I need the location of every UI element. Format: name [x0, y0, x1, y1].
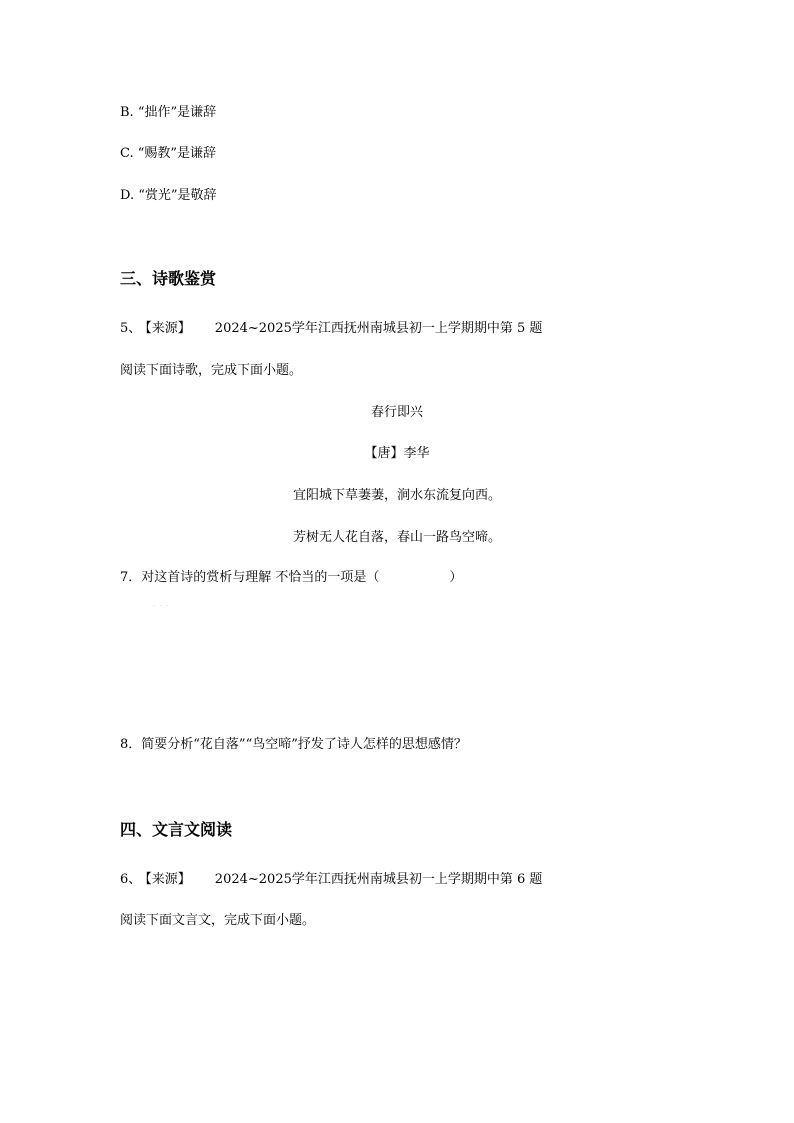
poem-line-1: 宜阳城下草萋萋，涧水东流复向西。 — [292, 488, 501, 503]
option-b: B. “拙作”是谦辞 — [120, 105, 217, 120]
question-8: 8．简要分析“花自落”“鸟空啼”抒发了诗人怎样的思想感情？ — [120, 737, 467, 752]
question-5-instruction: 阅读下面诗歌，完成下面小题。 — [120, 363, 303, 378]
question-7 — [120, 570, 462, 586]
question-7-close: ） — [449, 570, 463, 585]
section-heading-poetry: 三、诗歌鉴赏 — [120, 269, 217, 288]
question-number: 6、 — [120, 872, 142, 887]
source-label: 【来源】 — [145, 872, 191, 887]
source-text: 2024~2025学年江西抚州南城县初一上学期期中第 5 题 — [214, 321, 543, 336]
poem-author: 【唐】李华 — [364, 446, 430, 461]
poem-line-2: 芳树无人花自落，春山一路鸟空啼。 — [292, 530, 501, 545]
question-6-instruction: 阅读下面文言文，完成下面小题。 — [120, 913, 316, 928]
question-7-text: 7．对这首诗的赏析与理解 不恰当的一项是（ — [120, 570, 380, 585]
poem-title: 春行即兴 — [370, 405, 423, 420]
option-d: D. “赏光”是敬辞 — [120, 188, 217, 203]
section-heading-classical: 四、文言文阅读 — [120, 820, 233, 839]
source-text: 2024~2025学年江西抚州南城县初一上学期期中第 6 题 — [214, 872, 543, 887]
source-label: 【来源】 — [145, 321, 191, 336]
question-5-source — [120, 321, 542, 337]
faint-mark: . . . — [153, 600, 170, 608]
option-c: C. “赐教”是谦辞 — [120, 146, 217, 161]
question-6-source — [120, 872, 542, 888]
question-number: 5、 — [120, 321, 142, 336]
